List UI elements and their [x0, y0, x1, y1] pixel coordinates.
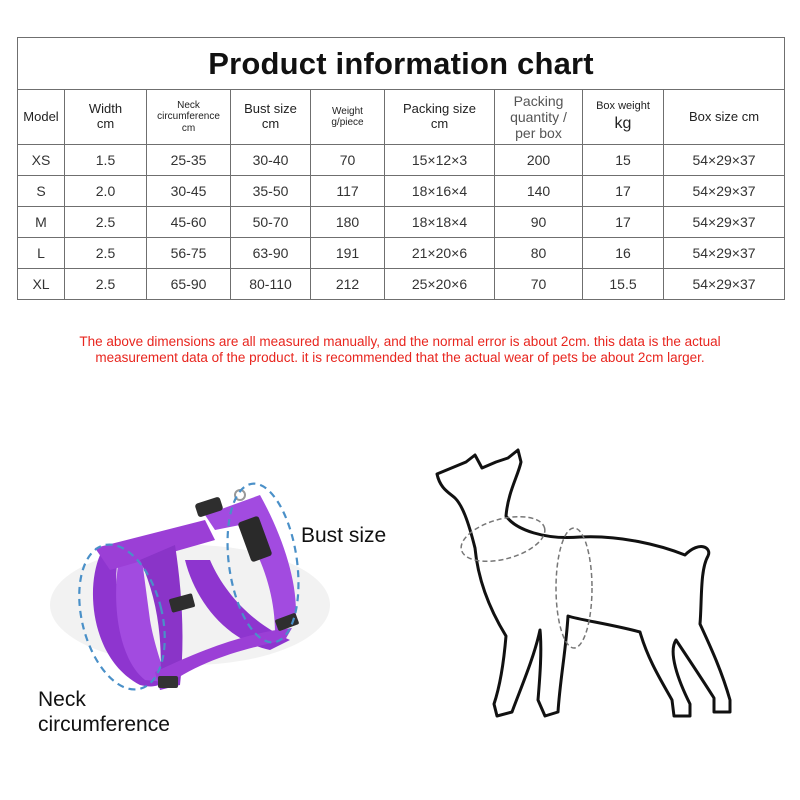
table-cell: 2.5 — [65, 207, 147, 238]
table-cell: 30-40 — [231, 145, 311, 176]
header-packing-quantity: Packing quantity / per box — [495, 90, 583, 145]
table-cell: 140 — [495, 176, 583, 207]
table-cell: XL — [18, 269, 65, 300]
table-cell: 2.5 — [65, 269, 147, 300]
table-cell: S — [18, 176, 65, 207]
header-weight: Weight g/piece — [311, 90, 385, 145]
table-cell: 54×29×37 — [664, 269, 785, 300]
header-box-weight: Box weight kg — [583, 90, 664, 145]
table-cell: 25-35 — [147, 145, 231, 176]
table-cell: 50-70 — [231, 207, 311, 238]
table-cell: 2.5 — [65, 238, 147, 269]
table-cell: 35-50 — [231, 176, 311, 207]
header-bust-size: Bust size cm — [231, 90, 311, 145]
header-box-size: Box size cm — [664, 90, 785, 145]
table-cell: 191 — [311, 238, 385, 269]
table-cell: 54×29×37 — [664, 207, 785, 238]
table-cell: 21×20×6 — [385, 238, 495, 269]
table-cell: 17 — [583, 207, 664, 238]
table-cell: 200 — [495, 145, 583, 176]
table-cell: 18×18×4 — [385, 207, 495, 238]
header-model: Model — [18, 90, 65, 145]
table-cell: 65-90 — [147, 269, 231, 300]
table-cell: 15×12×3 — [385, 145, 495, 176]
table-cell: 15 — [583, 145, 664, 176]
table-cell: 212 — [311, 269, 385, 300]
table-cell: 180 — [311, 207, 385, 238]
table-cell: 90 — [495, 207, 583, 238]
table-cell: 30-45 — [147, 176, 231, 207]
table-cell: 16 — [583, 238, 664, 269]
table-cell: 25×20×6 — [385, 269, 495, 300]
table-cell: 117 — [311, 176, 385, 207]
table-cell: 54×29×37 — [664, 238, 785, 269]
header-neck-circumference: Neck circumference cm — [147, 90, 231, 145]
header-width: Width cm — [65, 90, 147, 145]
table-cell: 15.5 — [583, 269, 664, 300]
bust-size-label: Bust size — [301, 524, 387, 547]
table-cell: XS — [18, 145, 65, 176]
table-cell: 18×16×4 — [385, 176, 495, 207]
table-cell: 2.0 — [65, 176, 147, 207]
neck-circumference-label: Neck circumference — [38, 688, 170, 736]
header-packing-size: Packing size cm — [385, 90, 495, 145]
table-cell: 70 — [311, 145, 385, 176]
table-cell: 63-90 — [231, 238, 311, 269]
table-cell: 54×29×37 — [664, 145, 785, 176]
table-cell: 70 — [495, 269, 583, 300]
table-cell: L — [18, 238, 65, 269]
table-cell: M — [18, 207, 65, 238]
table-cell: 1.5 — [65, 145, 147, 176]
table-title: Product information chart — [18, 38, 785, 90]
table-cell: 45-60 — [147, 207, 231, 238]
table-cell: 56-75 — [147, 238, 231, 269]
note-line-2: measurement data of the product. it is recommended that the actual wear of pets be about 2cm larger. — [95, 350, 705, 365]
note-line-1: The above dimensions are all measured manually, and the normal error is about 2cm. this data is the actual — [79, 334, 721, 349]
table-cell: 80 — [495, 238, 583, 269]
table-cell: 17 — [583, 176, 664, 207]
table-cell: 54×29×37 — [664, 176, 785, 207]
table-cell: 80-110 — [231, 269, 311, 300]
